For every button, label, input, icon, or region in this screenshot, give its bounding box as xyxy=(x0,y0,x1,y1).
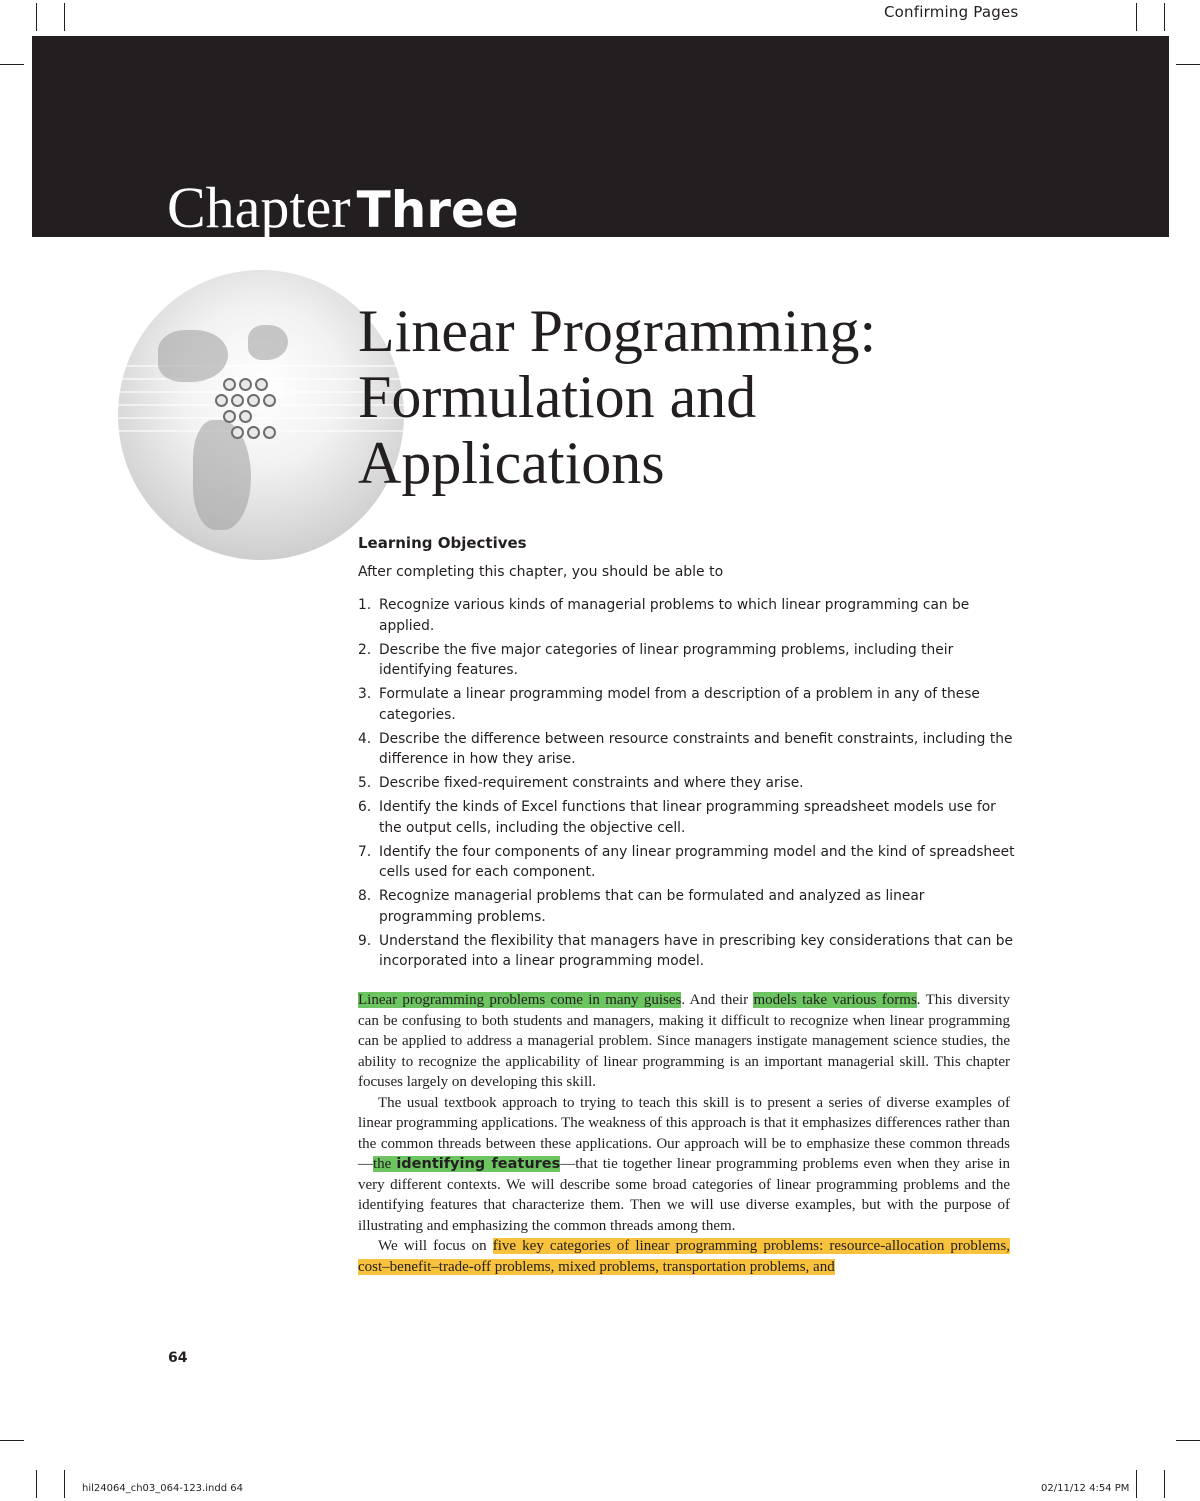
objective-number: 7. xyxy=(358,843,372,860)
objective-item xyxy=(358,842,1018,883)
crop-mark xyxy=(0,1440,24,1441)
objective-number: 2. xyxy=(358,641,372,658)
title-line: Applications xyxy=(358,430,665,496)
chapter-body-text xyxy=(358,990,1010,1277)
objective-text: Describe the difference between resource constraints and benefit constraints, including the difference in how they arise. xyxy=(379,730,1013,767)
objective-item xyxy=(358,931,1018,972)
objective-text: Describe fixed-requirement constraints and where they arise. xyxy=(379,775,804,791)
objective-number: 4. xyxy=(358,730,372,747)
title-line: Formulation and xyxy=(358,364,757,430)
highlighted-text: five key categories of linear programming problems: resource-allocation problems, cost–benefit–trade-off problems, mixed problems, transportation problems, and xyxy=(358,1238,1010,1275)
objective-item xyxy=(358,729,1018,770)
objective-number: 8. xyxy=(358,888,372,904)
page-number: 64 xyxy=(168,1350,188,1366)
confirming-pages-note: Confirming Pages xyxy=(884,3,1019,21)
objective-text: Describe the five major categories of linear programming problems, including their identifying features. xyxy=(379,641,954,678)
print-timestamp: 02/11/12 4:54 PM xyxy=(1041,1483,1130,1494)
objective-text: Formulate a linear programming model from a description of a problem in any of these categories. xyxy=(379,686,980,723)
objective-text: Identify the four components of any linear programming model and the kind of spreadsheet cells used for each component. xyxy=(379,843,1015,880)
chapter-number: Three xyxy=(356,181,519,239)
learning-objectives-intro: After completing this chapter, you should be able to xyxy=(358,564,724,580)
crop-mark xyxy=(1136,1470,1137,1498)
highlighted-text: the identifying features xyxy=(373,1156,561,1172)
objective-number: 1. xyxy=(358,597,372,613)
objective-number: 3. xyxy=(358,686,372,702)
objective-number: 5. xyxy=(358,775,372,791)
objective-text: Recognize managerial problems that can be formulated and analyzed as linear programming problems. xyxy=(379,888,925,925)
chapter-heading xyxy=(167,174,519,241)
objective-item xyxy=(358,886,1018,927)
body-paragraph: Linear programming problems come in many guises. And their models take various forms. This diversity can be confusing to both students and managers, making it difficult to recognize when linear programming can be applied to address a managerial problem. Since managers instigate management science studies, the ability to recognize the applicability of linear programming is an important managerial skill. This chapter focuses largely on developing this skill. xyxy=(358,992,1011,1090)
objective-item xyxy=(358,773,1018,794)
objective-item xyxy=(358,797,1018,838)
crop-mark xyxy=(36,3,37,31)
highlighted-text: models take various forms xyxy=(753,992,917,1008)
crop-mark xyxy=(1176,64,1200,65)
objective-item xyxy=(358,684,1018,725)
title-line: Linear Programming: xyxy=(358,298,877,364)
crop-mark xyxy=(1164,3,1165,31)
objective-text: Identify the kinds of Excel functions that linear programming spreadsheet models use for the output cells, including the objective cell. xyxy=(379,799,996,836)
crop-mark xyxy=(1136,3,1137,31)
chapter-prefix: Chapter xyxy=(167,175,351,240)
crop-mark xyxy=(64,3,65,31)
objective-item xyxy=(358,595,1018,636)
body-paragraph: We will focus on five key categories of linear programming problems: resource-allocation problems, cost–benefit–trade-off problems, mixed problems, transportation problems, and xyxy=(358,1238,1010,1275)
objective-number: 9. xyxy=(358,932,372,949)
learning-objectives-heading: Learning Objectives xyxy=(358,534,527,552)
key-term: identifying features xyxy=(396,1156,561,1172)
objective-item xyxy=(358,640,1018,681)
highlighted-text: Linear programming problems come in many guises xyxy=(358,992,682,1008)
crop-mark xyxy=(0,64,24,65)
objective-text: Recognize various kinds of managerial problems to which linear programming can be applied. xyxy=(379,597,970,634)
crop-mark xyxy=(1176,1440,1200,1441)
chapter-title xyxy=(358,298,876,496)
body-paragraph: The usual textbook approach to trying to teach this skill is to present a series of diverse examples of linear programming applications. The weakness of this approach is that it emphasizes differences rather than the common threads between these applications. Our approach will be to emphasize these common threads—the identifying features—that tie together linear programming problems even when they arise in very different contexts. We will describe some broad categories of linear programming problems and the identifying features that characterize them. Then we will use diverse examples, but with the purpose of illustrating and emphasizing the common threads among them. xyxy=(358,1094,1011,1234)
file-slug: hil24064_ch03_064-123.indd 64 xyxy=(82,1483,243,1494)
chapter-banner xyxy=(32,36,1169,240)
crop-mark xyxy=(1164,1470,1165,1498)
crop-mark xyxy=(64,1470,65,1498)
objective-number: 6. xyxy=(358,799,372,815)
learning-objectives-list xyxy=(358,595,1018,975)
crop-mark xyxy=(36,1470,37,1498)
objective-text: Understand the flexibility that managers have in prescribing key considerations that can be incorporated into a linear programming model. xyxy=(379,932,1013,969)
